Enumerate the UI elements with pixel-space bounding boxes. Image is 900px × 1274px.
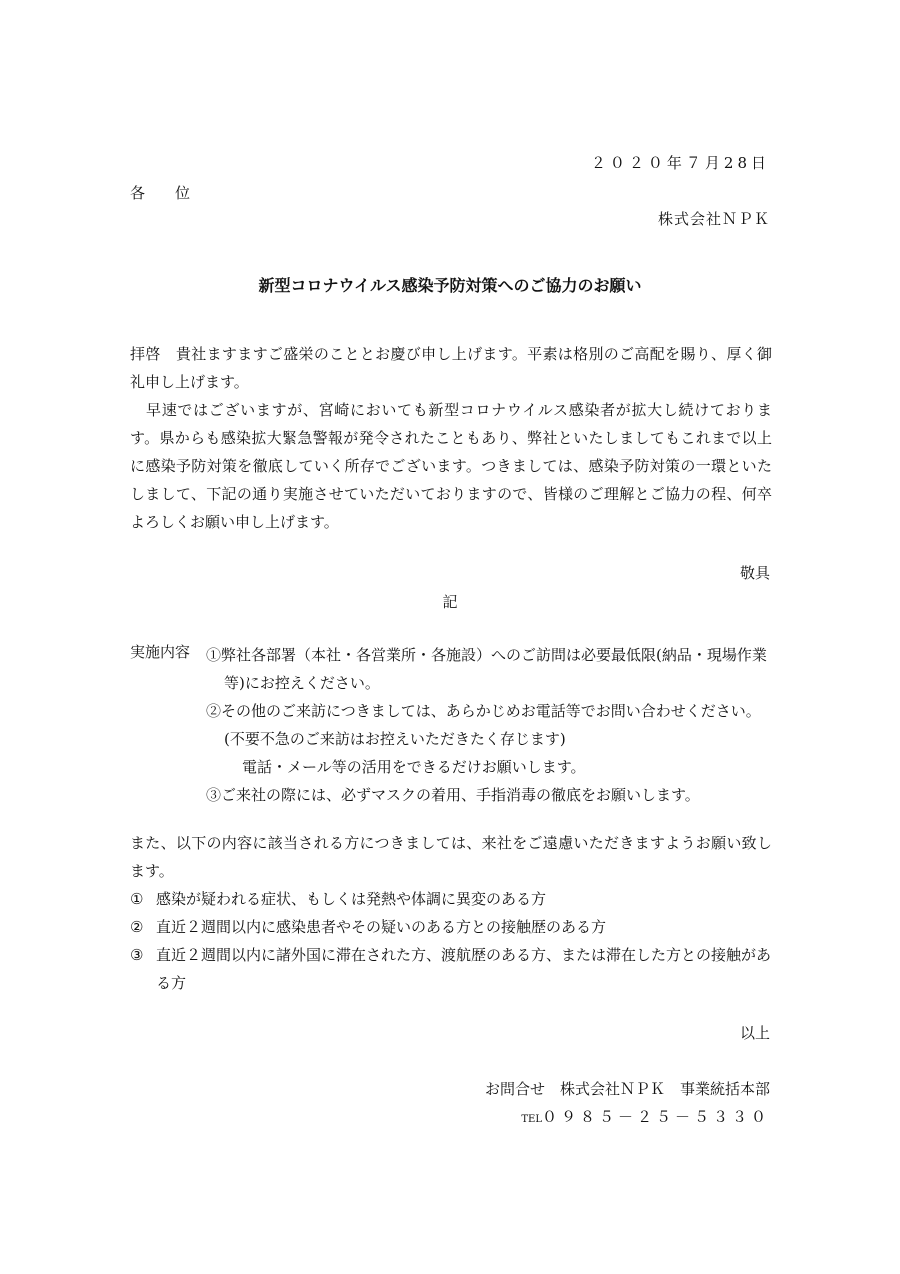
tel-label: TEL	[521, 1114, 542, 1125]
condition-item	[130, 941, 772, 997]
condition-text: 直近２週間以内に感染患者やその疑いのある方との接触歴のある方	[156, 918, 607, 936]
conditions-list	[130, 885, 772, 997]
sender-company: 株式会社ＮＰＫ	[657, 210, 770, 228]
implementation-item	[206, 641, 772, 697]
implementation-item-extra	[206, 753, 772, 781]
implementation-item-text: ②その他のご来訪につきましては、あらかじめお電話等でお問い合わせください。(不要不急のご来訪はお控えいただきたく存じます)	[206, 702, 761, 748]
letter-date: ２０２０年７月28日	[590, 154, 770, 172]
condition-number: ②	[130, 918, 144, 936]
condition-item	[130, 885, 772, 913]
contact-line: お問合せ 株式会社ＮＰＫ 事業統括本部	[484, 1080, 770, 1098]
condition-number: ①	[130, 890, 144, 908]
ki-heading: 記	[442, 593, 458, 611]
tel-number: ０９８５－２５－５３３０	[541, 1108, 770, 1126]
implementation-item-text: ①弊社各部署（本社・各営業所・各施設）へのご訪問は必要最低限(納品・現場作業等)にお控えください。	[206, 646, 767, 692]
addressee: 各位	[130, 184, 221, 202]
implementation-item	[206, 781, 772, 809]
condition-item	[130, 913, 772, 941]
document-title: 新型コロナウイルス感染予防対策へのご協力のお願い	[258, 276, 642, 295]
implementation-item-extra-text: 電話・メール等の活用をできるだけお願いします。	[242, 758, 586, 776]
implementation-item-text: ③ご来社の際には、必ずマスクの着用、手指消毒の徹底をお願いします。	[206, 786, 700, 804]
closing-keigu: 敬具	[739, 564, 770, 582]
implementation-item	[206, 697, 772, 781]
greeting-paragraph: 拝啓 貴社ますますご盛栄のこととお慶び申し上げます。平素は格別のご高配を賜り、厚く御礼申し上げます。	[130, 345, 772, 391]
implementation-label: 実施内容	[130, 643, 191, 661]
condition-number: ③	[130, 946, 144, 964]
implementation-list	[206, 641, 772, 809]
closing-ijo: 以上	[739, 1024, 770, 1042]
main-paragraph: 早速ではございますが、宮崎においても新型コロナウイルス感染者が拡大し続けております。県からも感染拡大緊急警報が発令されたこともあり、弊社といたしましてもこれまで以上に感染予防対策を徹底していく所存でございます。つきましては、感染予防対策の一環といたしまして、下記の通り実施させていただいておりますので、皆様のご理解とご協力の程、何卒よろしくお願い申し上げます。	[130, 401, 772, 531]
contact-phone	[521, 1106, 770, 1127]
condition-text: 感染が疑われる症状、もしくは発熱や体調に異変のある方	[156, 890, 547, 908]
request-paragraph: また、以下の内容に該当される方につきましては、来社をご遠慮いただきますようお願い致します。	[130, 834, 772, 880]
condition-text: 直近２週間以内に諸外国に滞在された方、渡航歴のある方、または滞在した方との接触がある方	[156, 946, 772, 992]
